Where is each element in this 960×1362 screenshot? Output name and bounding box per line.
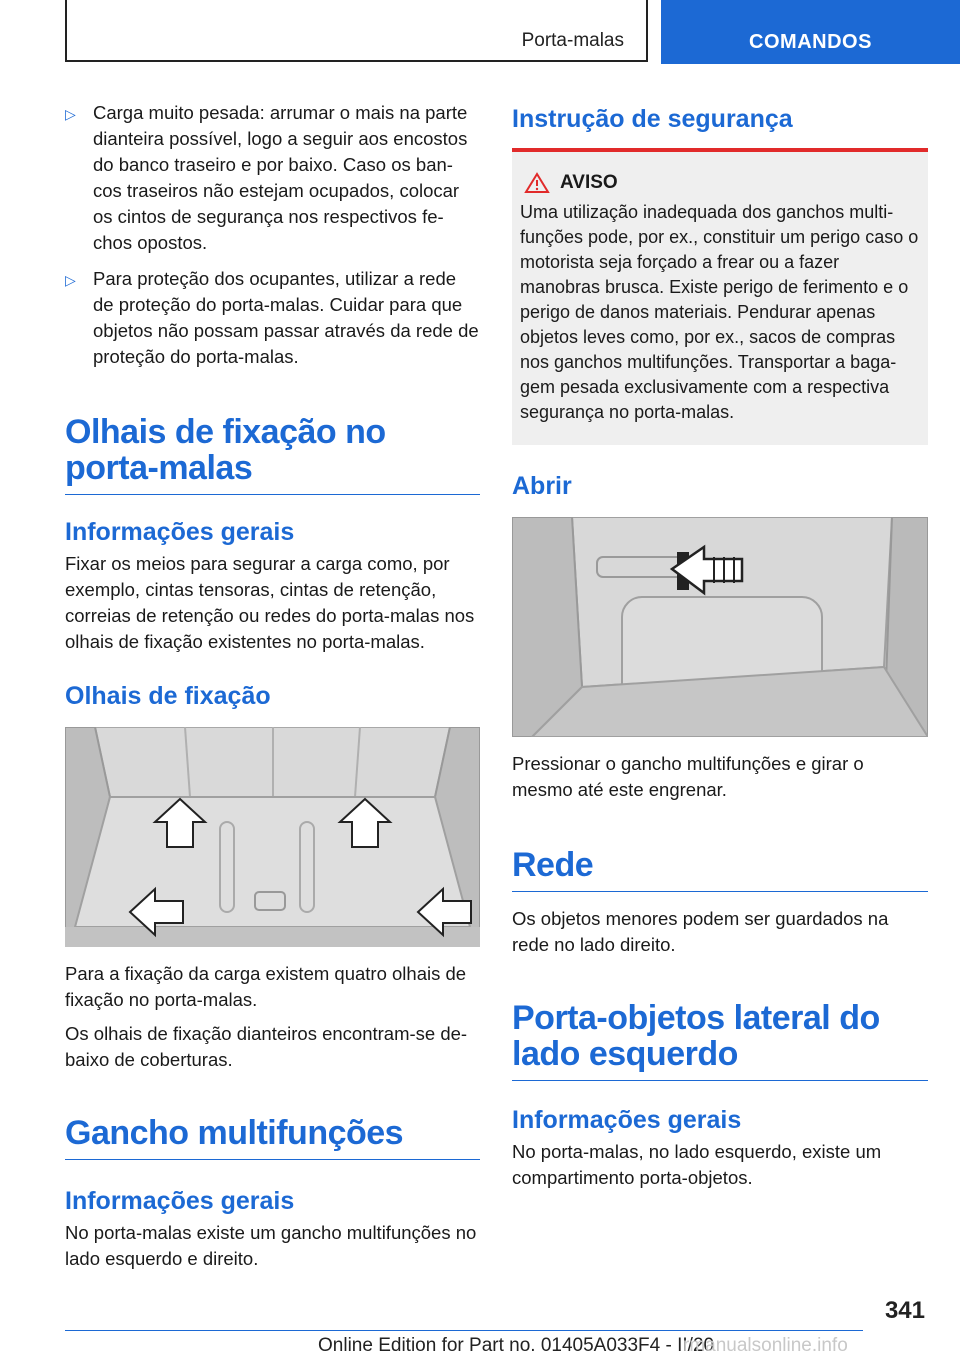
chapter-title: COMANDOS bbox=[749, 31, 872, 53]
heading-informacoes-gerais: Informações gerais bbox=[65, 518, 295, 546]
footer-edition: Online Edition for Part no. 01405A033F4 - II/20 bbox=[318, 1335, 715, 1356]
heading-rede: Rede bbox=[512, 847, 928, 892]
paragraph-info-3: No porta-malas, no lado esquerdo, existe um compartimento porta-objetos. bbox=[512, 1141, 882, 1188]
paragraph-rede: Os objetos menores podem ser guardados na rede no lado direito. bbox=[512, 908, 889, 955]
paragraph-olhais-1: Para a fixação da carga existem quatro olhais de fixação no porta-malas. bbox=[65, 963, 467, 1010]
warning-box bbox=[512, 148, 928, 445]
heading-olhais: Olhais de fixação bbox=[65, 682, 271, 710]
paragraph-abrir: Pressionar o gancho multifunções e girar o mesmo até este engrenar. bbox=[512, 753, 864, 800]
section-title: Porta-malas bbox=[521, 30, 624, 51]
chapter-tab bbox=[661, 0, 960, 64]
bullet-list bbox=[65, 100, 480, 370]
page-number: 341 bbox=[884, 1297, 925, 1324]
warning-title: AVISO bbox=[560, 172, 618, 193]
warning-triangle-icon bbox=[524, 172, 550, 194]
left-column bbox=[65, 100, 480, 1272]
watermark: rmanualsonline.info bbox=[683, 1335, 848, 1356]
heading-olhais-fixacao: Olhais de fixação no porta-malas bbox=[65, 414, 480, 495]
heading-porta-objetos: Porta-objetos lateral do lado esquerdo bbox=[512, 1000, 928, 1081]
bullet-triangle-icon: ▷ bbox=[65, 272, 76, 288]
bullet-triangle-icon: ▷ bbox=[65, 106, 76, 122]
heading-informacoes-gerais-2: Informações gerais bbox=[65, 1187, 295, 1215]
hook-svg bbox=[512, 517, 928, 737]
paragraph-olhais-2: Os olhais de fixação dianteiros encontram-se de‐baixo de coberturas. bbox=[65, 1023, 468, 1070]
list-item: ▷ Para proteção dos ocupantes, utilizar a rede de proteção do porta-malas. Cuidar para que objetos não possam passar através da rede de proteção do porta-malas. bbox=[65, 268, 479, 367]
paragraph-info: Fixar os meios para segurar a carga como, por exemplo, cintas tensoras, cintas de retenção, correias de retenção ou redes do porta-malas nos olhais de fixação existentes no porta-malas. bbox=[65, 553, 475, 652]
heading-instrucao-seguranca: Instrução de segurança bbox=[512, 105, 793, 133]
list-item: ▷ Carga muito pesada: arrumar o mais na parte dianteira possível, logo a seguir aos encostos do banco traseiro e por baixo. Caso os ban‐cos traseiros não estejam ocupados, colocar os cintos de segurança nos respectivos fe‐chos opostos. bbox=[65, 102, 468, 253]
header-box bbox=[65, 0, 648, 62]
footer-divider bbox=[65, 1330, 863, 1331]
hook-illustration bbox=[512, 517, 928, 737]
heading-abrir: Abrir bbox=[512, 472, 572, 500]
right-column bbox=[512, 100, 928, 1191]
paragraph-info-2: No porta-malas existe um gancho multifunções no lado esquerdo e direito. bbox=[65, 1222, 477, 1269]
warning-header bbox=[524, 172, 920, 194]
trunk-floor-illustration bbox=[65, 727, 480, 947]
trunk-floor-svg bbox=[65, 727, 480, 947]
heading-gancho-multifuncoes: Gancho multifunções bbox=[65, 1115, 480, 1160]
warning-text: Uma utilização inadequada dos ganchos multi‐funções pode, por ex., constituir um perigo caso o motorista seja forçado a frear ou a fazer manobras brusca. Existe perigo de ferimento e o perigo de danos materiais. Pendurar apenas objetos leves como, por ex., sacos de compras nos ganchos multifunções. Transportar a baga‐gem pesada exclusivamente com a respectiva segurança no porta-malas. bbox=[520, 202, 919, 422]
heading-informacoes-gerais-3: Informações gerais bbox=[512, 1106, 742, 1134]
